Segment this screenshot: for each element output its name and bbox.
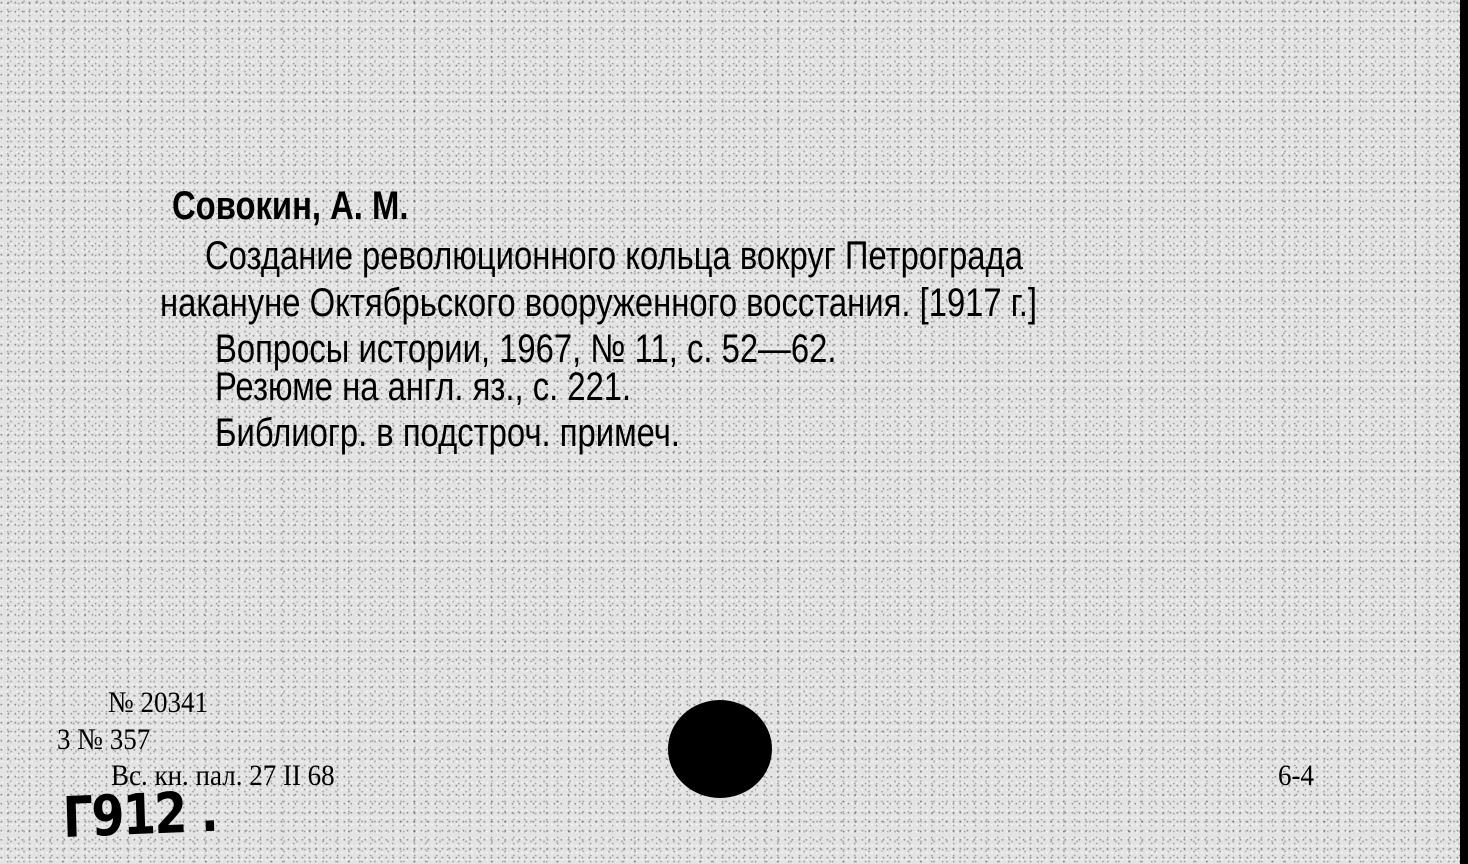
card-title-line-1: Создание революционного кольца вокруг Петрограда [205, 234, 1023, 278]
punch-hole [668, 700, 772, 798]
card-z-number: 3 № 357 [57, 723, 151, 756]
card-inventory-number: № 20341 [108, 686, 209, 719]
card-source: Вопросы истории, 1967, № 11, с. 52—62. [215, 327, 837, 371]
card-title-line-2: накануне Октябрьского вооруженного восстания. [1917 г.] [160, 281, 1037, 325]
card-author: Совокин, А. М. [172, 184, 409, 228]
card-bibliography-note: Библиогр. в подстроч. примеч. [215, 411, 680, 455]
handwritten-shelfmark: Г912 . [61, 779, 218, 851]
card-edge [1460, 0, 1468, 864]
card-code: 6-4 [1278, 759, 1314, 792]
card-summary-note: Резюме на англ. яз., с. 221. [215, 365, 632, 409]
card-chamber-note: Вс. кн. пал. 27 II 68 [111, 759, 335, 792]
